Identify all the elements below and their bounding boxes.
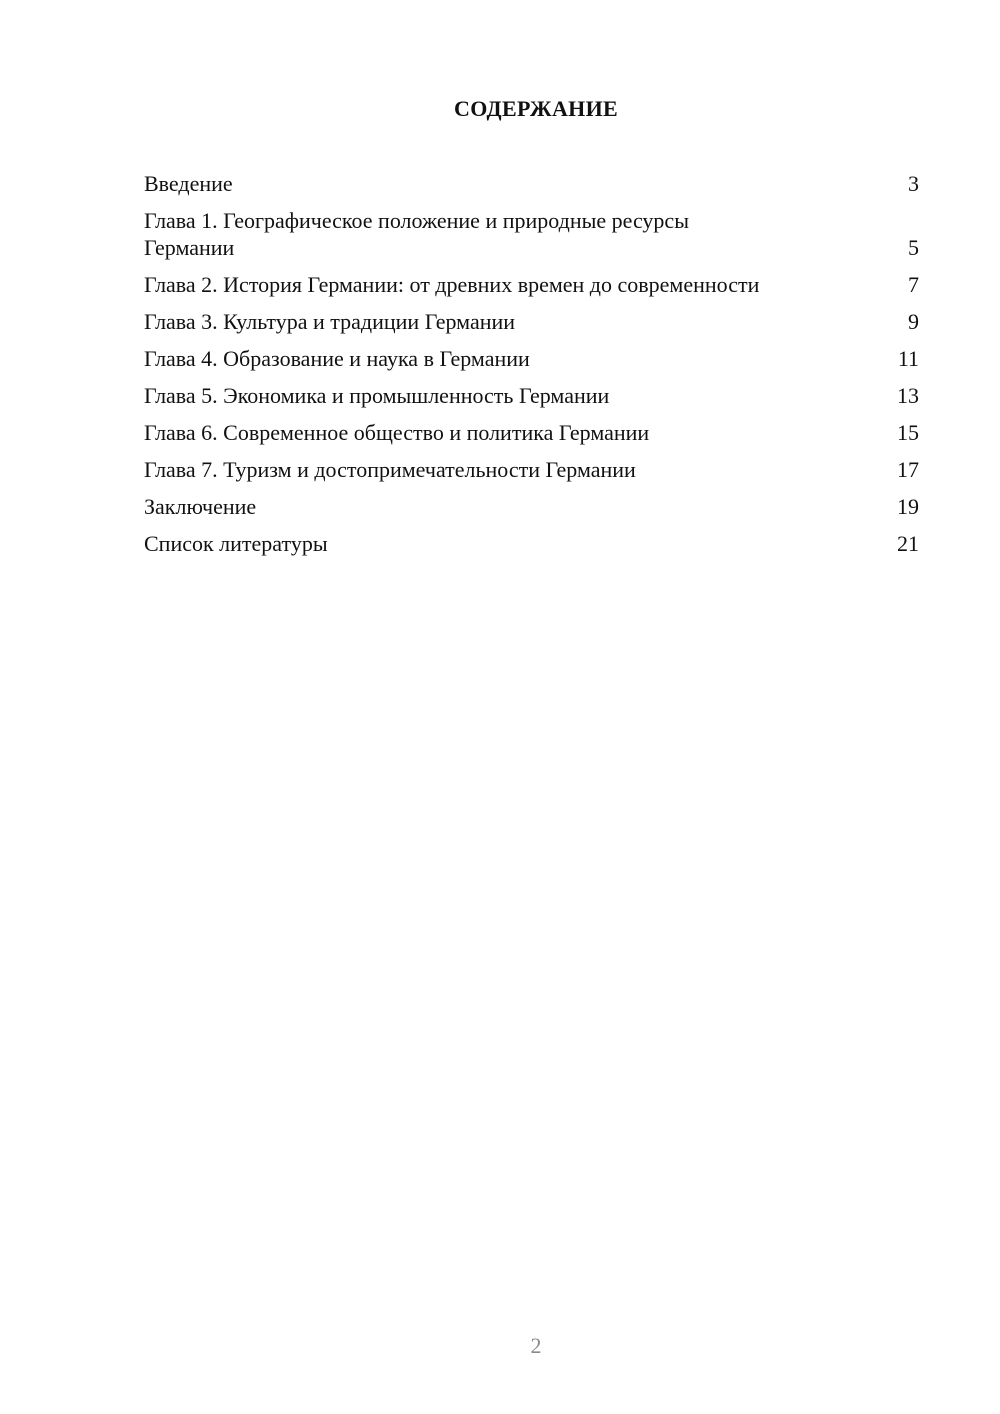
toc-entry-chapter-2 [144, 271, 919, 298]
page-title: СОДЕРЖАНИЕ [454, 96, 618, 121]
toc-entry-label: Список литературы [144, 531, 328, 556]
toc-entry-references [144, 530, 919, 557]
toc-entry-chapter-6 [144, 419, 919, 446]
toc-entry-label: Глава 5. Экономика и промышленность Германии [144, 383, 610, 408]
toc-entry-label: Введение [144, 171, 233, 196]
toc-entry-label: Глава 3. Культура и традиции Германии [144, 309, 516, 334]
toc-entry-chapter-5 [144, 382, 919, 409]
toc-entry-chapter-3 [144, 308, 919, 335]
toc-entry-introduction [144, 170, 919, 197]
toc-entry-page: 3 [908, 171, 919, 196]
toc-entry-label: Глава 7. Туризм и достопримечательности Германии [144, 457, 636, 482]
page-number: 2 [530, 1333, 542, 1358]
toc-entry-page: 21 [897, 531, 919, 556]
toc-entry-chapter-4 [144, 345, 919, 372]
toc-entry-label: Глава 1. Географическое положение и природные ресурсы Германии [144, 208, 689, 260]
table-of-contents [144, 170, 919, 567]
toc-entry-page: 13 [897, 383, 919, 408]
toc-entry-label: Глава 4. Образование и наука в Германии [144, 346, 530, 371]
toc-entry-label: Заключение [144, 494, 257, 519]
toc-entry-chapter-1 [144, 207, 919, 261]
toc-entry-page: 15 [897, 420, 919, 445]
toc-entry-page: 17 [897, 457, 919, 482]
toc-entry-page: 19 [897, 494, 919, 519]
toc-entry-page: 11 [897, 346, 919, 371]
toc-entry-page: 5 [908, 235, 919, 260]
toc-entry-conclusion [144, 493, 919, 520]
toc-entry-label: Глава 2. История Германии: от древних времен до современности [144, 272, 760, 297]
toc-entry-chapter-7 [144, 456, 919, 483]
toc-entry-page: 7 [908, 272, 919, 297]
toc-entry-label: Глава 6. Современное общество и политика Германии [144, 420, 650, 445]
toc-entry-page: 9 [908, 309, 919, 334]
